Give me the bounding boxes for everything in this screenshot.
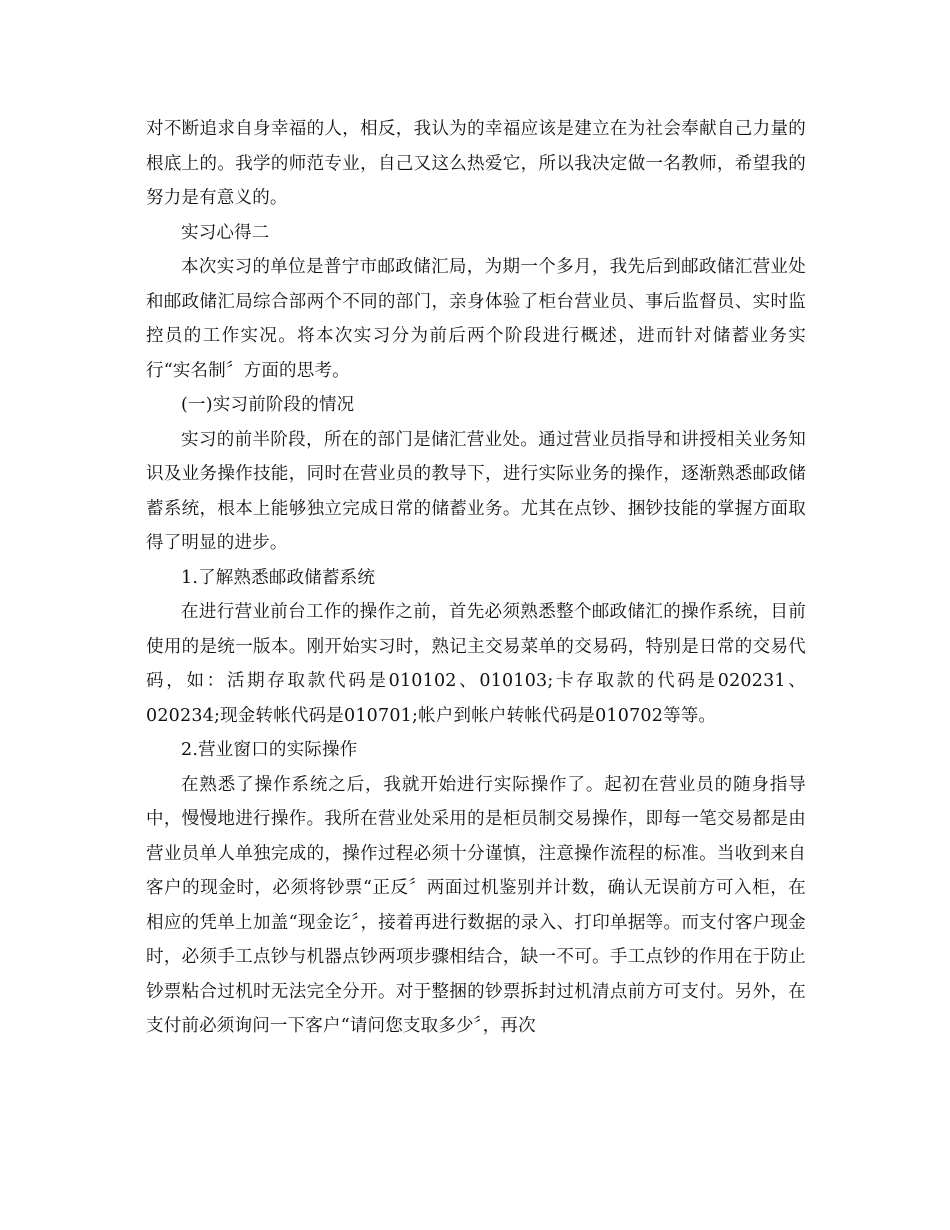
paragraph-continued: 对不断追求自身幸福的人，相反，我认为的幸福应该是建立在为社会奉献自己力量的根底上的。我学的师范专业，自己又这么热爱它，所以我决定做一名教师，希望我的努力是有意义的。 bbox=[146, 119, 806, 208]
item-title: 2.营业窗口的实际操作 bbox=[181, 740, 358, 760]
paragraph: 在熟悉了操作系统之后，我就开始进行实际操作了。起初在营业员的随身指导中，慢慢地进行操作。我所在营业处采用的是柜员制交易操作，即每一笔交易都是由营业员单人单独完成的，操作过程必须十分谨慎，注意操作流程的标准。当收到来自客户的现金时，必须将钞票“正反〞两面过机鉴别并计数，确认无误前方可入柜，在相应的凭单上加盖“现金讫〞，接着再进行数据的录入、打印单据等。而支付客户现金时，必须手工点钞与机器点钞两项步骤相结合，缺一不可。手工点钞的作用在于防止钞票粘合过机时无法完全分开。对于整捆的钞票拆封过机清点前方可支付。另外，在支付前必须询问一下客户“请问您支取多少〞，再次 bbox=[146, 774, 806, 1036]
subsection-title: (一)实习前阶段的情况 bbox=[181, 395, 355, 415]
section-title: 实习心得二 bbox=[181, 222, 270, 243]
paragraph: 本次实习的单位是普宁市邮政储汇局，为期一个多月，我先后到邮政储汇营业处和邮政储汇局综合部两个不同的部门，亲身体验了柜台营业员、事后监督员、实时监控员的工作实况。将本次实习分为前后两个阶段进行概述，进而针对储蓄业务实行“实名制〞方面的思考。 bbox=[146, 257, 806, 381]
document-body bbox=[146, 112, 806, 1044]
paragraph: 在进行营业前台工作的操作之前，首先必须熟悉整个邮政储汇的操作系统，目前使用的是统一版本。刚开始实习时，熟记主交易菜单的交易码，特别是日常的交易代码，如：活期存取款代码是010102、010103;卡存取款的代码是020231、020234;现金转帐代码是010701;帐户到帐户转帐代码是010702等等。 bbox=[146, 602, 806, 726]
item-title: 1.了解熟悉邮政储蓄系统 bbox=[181, 567, 376, 588]
paragraph: 实习的前半阶段，所在的部门是储汇营业处。通过营业员指导和讲授相关业务知识及业务操作技能，同时在营业员的教导下，进行实际业务的操作，逐渐熟悉邮政储蓄系统，根本上能够独立完成日常的储蓄业务。尤其在点钞、捆钞技能的掌握方面取得了明显的进步。 bbox=[146, 429, 806, 553]
